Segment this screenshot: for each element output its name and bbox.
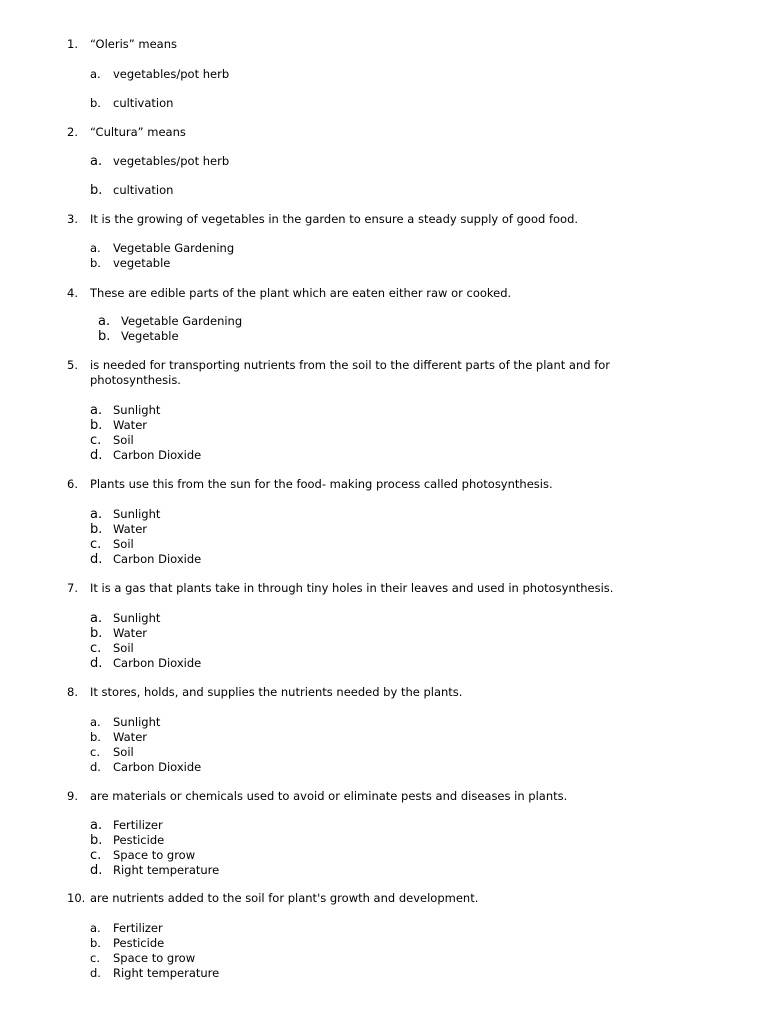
option-letter: b. — [90, 96, 101, 110]
question-1 — [67, 37, 667, 52]
option-item — [90, 848, 195, 863]
option-letter: a. — [90, 154, 103, 169]
question-number: 3. — [67, 212, 78, 226]
option-letter: c. — [90, 641, 102, 656]
option-letter: b. — [90, 183, 103, 198]
option-letter: b. — [90, 522, 103, 537]
question-number: 6. — [67, 477, 78, 491]
question-number: 1. — [67, 37, 78, 51]
option-item — [90, 552, 201, 567]
option-letter: b. — [90, 626, 103, 641]
option-letter: b. — [90, 730, 101, 744]
option-item — [90, 183, 173, 198]
option-item — [90, 745, 134, 760]
question-number: 9. — [67, 789, 78, 803]
option-text: Pesticide — [113, 936, 165, 950]
option-letter: b. — [90, 936, 101, 950]
option-text: Carbon Dioxide — [113, 656, 202, 670]
question-9 — [67, 789, 667, 804]
question-text: Plants use this from the sun for the food- making process called photosynthesis. — [90, 477, 553, 491]
option-item — [90, 760, 201, 775]
question-text: It is a gas that plants take in through tiny holes in their leaves and used in photosynthesis. — [90, 581, 614, 595]
question-text: “Cultura” means — [90, 125, 186, 139]
option-item — [90, 448, 201, 463]
option-text: Water — [113, 522, 147, 536]
option-text: Carbon Dioxide — [113, 448, 202, 462]
question-3 — [67, 212, 667, 227]
option-item — [90, 936, 164, 951]
option-text: cultivation — [113, 183, 174, 197]
option-letter: d. — [90, 966, 101, 980]
option-text: Right temperature — [113, 966, 220, 980]
option-item — [90, 818, 163, 833]
question-2 — [67, 125, 667, 140]
option-text: Soil — [113, 433, 134, 447]
option-letter: a. — [90, 67, 101, 81]
option-item — [90, 626, 147, 641]
option-item — [90, 96, 173, 111]
question-5 — [67, 358, 667, 388]
question-text: “Oleris” means — [90, 37, 178, 51]
option-item — [90, 656, 201, 671]
question-10 — [67, 891, 667, 906]
option-letter: d. — [90, 448, 103, 463]
option-letter: b. — [90, 256, 101, 270]
option-letter: a. — [90, 818, 103, 833]
question-6 — [67, 477, 667, 492]
question-text: are materials or chemicals used to avoid or eliminate pests and diseases in plants. — [90, 789, 568, 803]
option-text: Soil — [113, 537, 134, 551]
question-8 — [67, 685, 667, 700]
option-text: vegetable — [113, 256, 171, 270]
option-item — [90, 611, 160, 626]
option-letter: c. — [90, 537, 102, 552]
option-letter: b. — [98, 329, 111, 344]
option-text: Sunlight — [113, 715, 161, 729]
question-7 — [67, 581, 667, 596]
option-text: Pesticide — [113, 833, 165, 847]
question-number: 10. — [67, 891, 86, 905]
option-item — [90, 863, 219, 878]
option-letter: d. — [90, 863, 103, 878]
question-number: 4. — [67, 286, 78, 300]
option-item — [90, 641, 134, 656]
question-text: It is the growing of vegetables in the garden to ensure a steady supply of good food. — [90, 212, 579, 226]
question-text: are nutrients added to the soil for plant's growth and development. — [90, 891, 479, 905]
option-letter: c. — [90, 745, 100, 759]
option-item — [90, 241, 234, 256]
option-text: Carbon Dioxide — [113, 760, 202, 774]
question-number: 5. — [67, 358, 78, 372]
option-text: Sunlight — [113, 403, 161, 417]
option-text: Water — [113, 418, 147, 432]
option-letter: b. — [90, 833, 103, 848]
option-letter: a. — [90, 715, 101, 729]
option-item — [90, 67, 229, 82]
option-letter: a. — [90, 403, 103, 418]
option-text: Right temperature — [113, 863, 220, 877]
option-text: Space to grow — [113, 848, 196, 862]
option-item — [90, 507, 160, 522]
option-item — [90, 951, 195, 966]
option-letter: d. — [90, 656, 103, 671]
option-letter: a. — [90, 241, 101, 255]
option-item — [90, 433, 134, 448]
question-text: These are edible parts of the plant which are eaten either raw or cooked. — [90, 286, 512, 300]
question-text: It stores, holds, and supplies the nutrients needed by the plants. — [90, 685, 463, 699]
option-letter: c. — [90, 848, 102, 863]
option-text: Vegetable Gardening — [113, 241, 235, 255]
option-item — [98, 329, 179, 344]
option-item — [90, 522, 147, 537]
option-text: Space to grow — [113, 951, 196, 965]
option-text: Vegetable Gardening — [121, 314, 243, 328]
option-text: Vegetable — [121, 329, 179, 343]
option-item — [90, 154, 229, 169]
option-item — [90, 966, 219, 981]
option-item — [90, 403, 160, 418]
option-letter: d. — [90, 552, 103, 567]
option-letter: a. — [90, 507, 103, 522]
option-letter: c. — [90, 951, 100, 965]
option-item — [90, 921, 163, 936]
option-text: Fertilizer — [113, 921, 163, 935]
option-text: cultivation — [113, 96, 174, 110]
option-letter: a. — [90, 611, 103, 626]
question-number: 8. — [67, 685, 78, 699]
question-number: 7. — [67, 581, 78, 595]
option-letter: d. — [90, 760, 101, 774]
option-item — [98, 314, 242, 329]
option-item — [90, 715, 160, 730]
option-text: Water — [113, 730, 147, 744]
option-text: Soil — [113, 745, 134, 759]
option-text: vegetables/pot herb — [113, 67, 230, 81]
option-item — [90, 730, 147, 745]
option-text: Water — [113, 626, 147, 640]
option-letter: b. — [90, 418, 103, 433]
option-item — [90, 418, 147, 433]
option-item — [90, 833, 164, 848]
option-letter: a. — [98, 314, 111, 329]
option-letter: a. — [90, 921, 101, 935]
option-letter: c. — [90, 433, 102, 448]
option-item — [90, 256, 170, 271]
question-text: is needed for transporting nutrients from the soil to the different parts of the plant and for photosynthesis. — [90, 358, 611, 387]
option-text: Soil — [113, 641, 134, 655]
option-text: Sunlight — [113, 507, 161, 521]
option-text: Carbon Dioxide — [113, 552, 202, 566]
option-text: Sunlight — [113, 611, 161, 625]
question-4 — [67, 286, 667, 301]
option-text: Fertilizer — [113, 818, 163, 832]
option-text: vegetables/pot herb — [113, 154, 230, 168]
option-item — [90, 537, 134, 552]
question-number: 2. — [67, 125, 78, 139]
